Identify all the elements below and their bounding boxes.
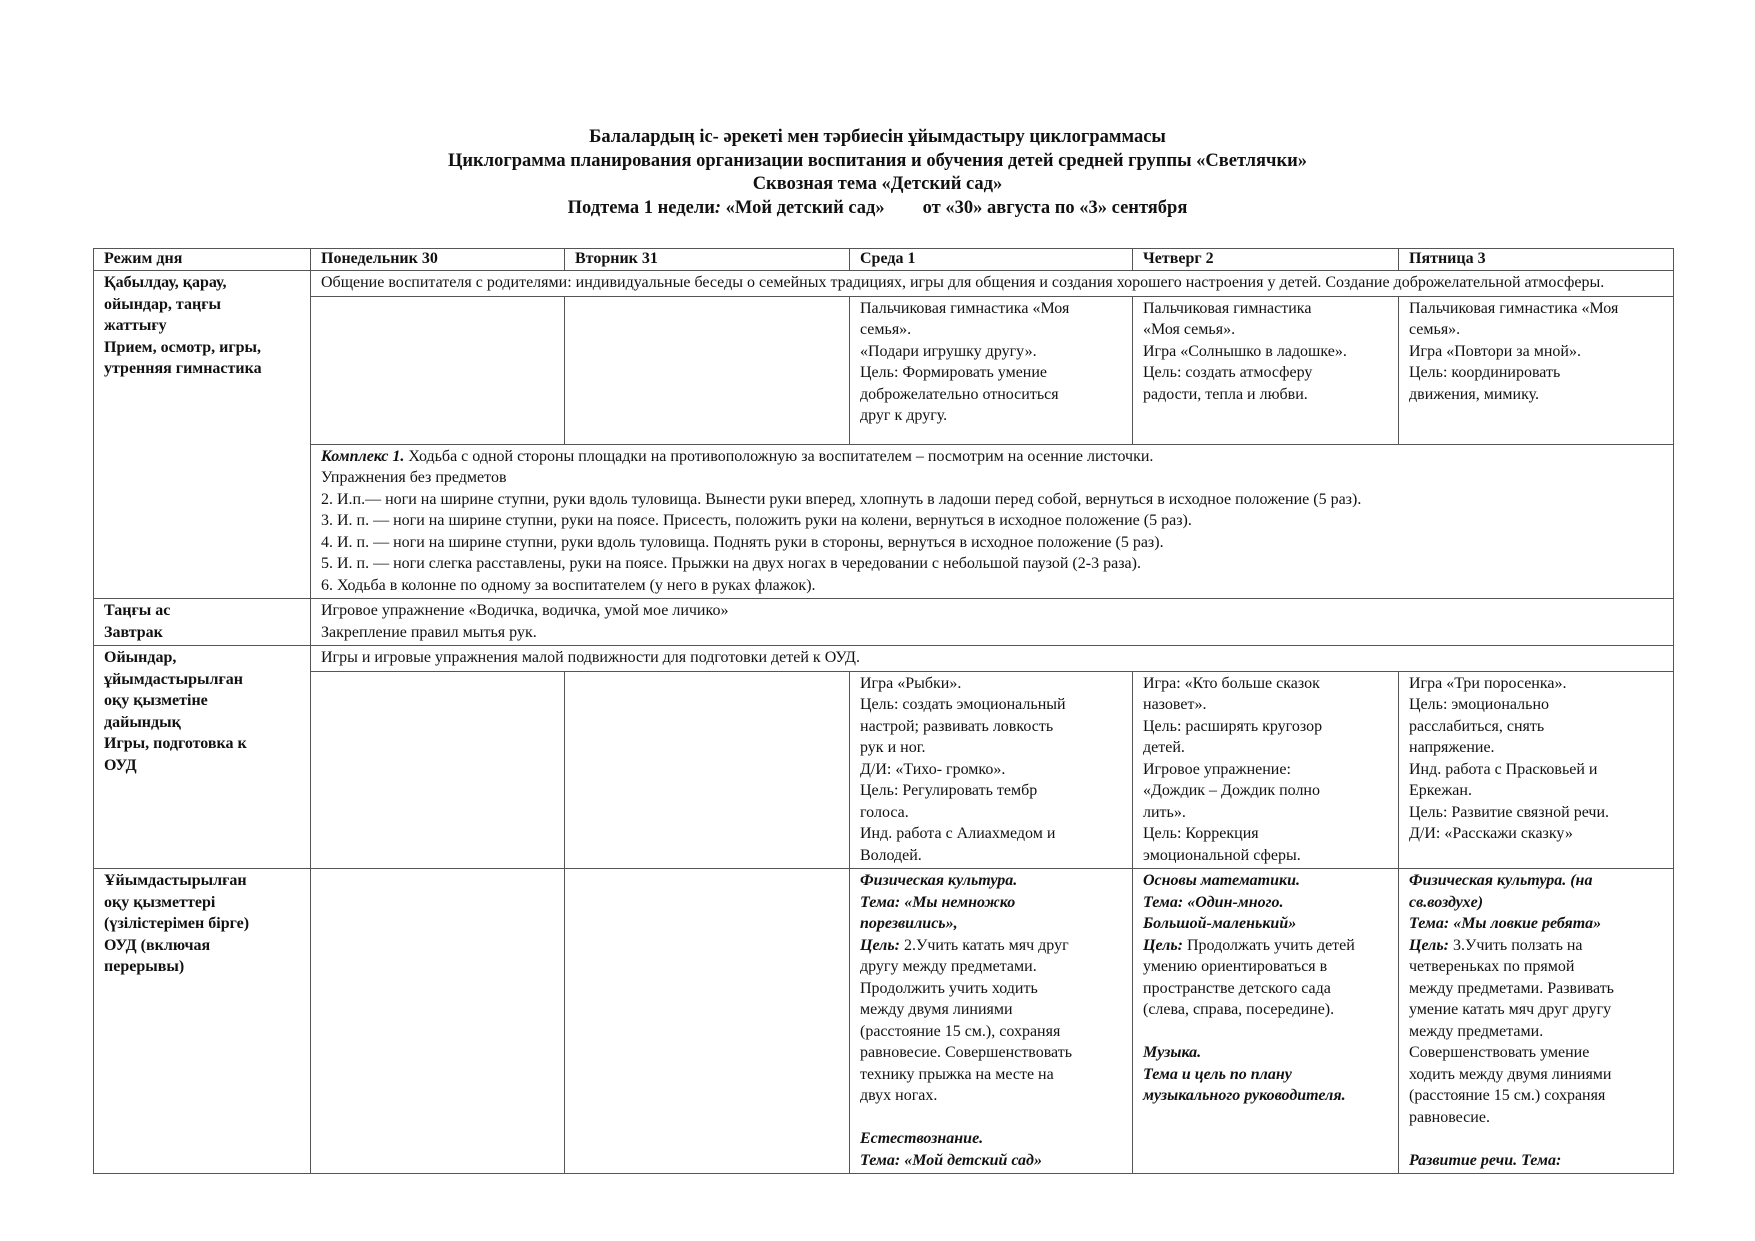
text-line: равновесие. [1409,1108,1490,1126]
title-russian: Циклограмма планирования организации воспитания и обучения детей средней группы «Светлячки» [447,150,1308,171]
label-line: дайындық [104,713,181,731]
subtheme-line [0,197,1755,221]
label-line: Прием, осмотр, игры, [104,338,261,356]
text-line: Совершенствовать умение [1409,1044,1590,1061]
subtheme-colon: : [714,197,722,218]
label-line: Ойындар, [104,649,177,666]
complex-title: Комплекс 1. [321,447,405,465]
text-line: (слева, справа, посередине). [1143,1001,1335,1018]
text-line: другу между предметами. [860,958,1037,975]
cell-morning-friday [1399,296,1674,444]
row-morning-complex [94,444,1674,599]
text-line: Инд. работа с Прасковьей и [1409,760,1598,778]
text-line: семья». [1409,321,1461,338]
text-line: Д/И: «Расскажи сказку» [1409,825,1573,842]
cell-oud-wednesday [850,869,1133,1174]
text-line: Еркежан. [1409,782,1472,799]
text-line: движения, мимику. [1409,385,1540,403]
goal-label: Цель: [1143,936,1183,954]
subject-title: Основы математики. [1143,872,1300,889]
text-line: голоса. [860,803,909,821]
text-line: расслабиться, снять [1409,717,1545,735]
label-line: жаттығу [104,317,167,334]
row-morning-days [94,296,1674,444]
text-line: Цель: Формировать умение [860,364,1048,381]
col-header-thursday: Четверг 2 [1133,249,1399,271]
header-row [94,249,1674,271]
goal-line [860,935,1122,957]
label-games [94,646,311,869]
cell-oud-tuesday [565,869,850,1174]
cell-oud-thursday [1133,869,1399,1174]
text-line: друг к другу. [860,407,948,424]
text-line: Игра: «Кто больше сказок [1143,674,1320,692]
theme-title: Сквозная тема «Детский сад» [752,174,1003,194]
label-line: ұйымдастырылған [104,670,244,688]
label-line: оқу қызметіне [104,692,208,709]
theme-line: Тема: «Мы немножко [860,893,1016,911]
goal-text: Продолжать учить детей [1183,936,1355,954]
goal-text: 3.Учить ползать на [1449,936,1583,954]
text-line: рук и ног. [860,739,926,756]
col-header-wednesday: Среда 1 [850,249,1133,271]
cell-games-wednesday [850,671,1133,869]
col-header-monday: Понедельник 30 [311,249,565,271]
text-line: доброжелательно относиться [860,385,1059,403]
label-line: Ұйымдастырылған [104,872,247,889]
subtheme-label: Подтема 1 недели [567,197,715,218]
text-line: (расстояние 15 см.) сохраняя [1409,1087,1606,1104]
text-line: Пальчиковая гимнастика [1143,299,1312,317]
text-line: равновесие. Совершенствовать [860,1044,1073,1061]
document-header [0,126,1755,220]
label-line: Игры, подготовка к [104,735,247,752]
text-line: Цель: Коррекция [1143,825,1259,842]
label-breakfast [94,599,311,646]
text-line: Упражнения без предметов [321,469,507,486]
text-line: Цель: Развитие связной речи. [1409,803,1610,821]
text-line: «Дождик – Дождик полно [1143,782,1320,799]
text-line: Ходьба с одной стороны площадки на противоположную за воспитателем – посмотрим на осенние листочки. [408,447,1154,465]
col-header-friday: Пятница 3 [1399,249,1674,271]
label-line: ойындар, таңғы [104,295,221,313]
cell-morning-thursday [1133,296,1399,444]
text-line: Игра «Три поросенка». [1409,674,1567,692]
label-oud [94,869,311,1174]
text-line: 5. И. п. — ноги слегка расставлены, руки на поясе. Прыжки на двух ногах в чередовании с небольшой паузой (2-3 раза). [321,555,1141,572]
text-line: умению ориентироваться в [1143,958,1328,975]
text-line: двух ногах. [860,1087,938,1104]
text-line: Цель: Регулировать тембр [860,782,1038,799]
goal-line [1143,935,1388,957]
label-morning [94,271,311,599]
text-line: Цель: эмоционально [1409,696,1550,713]
label-line: Завтрак [104,623,163,641]
text-line: Игровое упражнение: [1143,760,1291,778]
text-line: «Моя семья». [1143,321,1236,338]
theme-line: Тема: «Мы ловкие ребята» [1409,915,1602,932]
col-header-regime: Режим дня [94,249,311,271]
text-line: Цель: расширять кругозор [1143,717,1323,735]
subject-title: св.воздухе) [1409,893,1484,911]
label-line: оқу қызметтері [104,893,216,911]
theme-line: порезвились», [860,915,958,932]
text-line: Цель: создать эмоциональный [860,696,1066,713]
label-line: перерывы) [104,958,185,975]
goal-text: 2.Учить катать мяч друг [900,936,1069,954]
goal-line [1409,935,1663,957]
text-line: настрой; развивать ловкость [860,717,1054,735]
text-line: между двумя линиями [860,1001,1013,1018]
subject-title: Музыка. [1143,1044,1202,1061]
text-line: 2. И.п.— ноги на ширине ступни, руки вдоль туловища. Вынести руки вперед, хлопнуть в ладоши перед собой, вернуться в исходное положение (5 раз). [321,490,1362,508]
text-line: 3. И. п. — ноги на ширине ступни, руки на поясе. Присесть, положить руки на колени, вернуться в исходное положение (5 раз). [321,512,1192,529]
text-line: «Подари игрушку другу». [860,342,1037,360]
text-line: 4. И. п. — ноги на ширине ступни, руки вдоль туловища. Поднять руки в стороны, вернуться в исходное положение (5 раз). [321,533,1164,551]
text-line: лить». [1143,803,1186,821]
text-line: ходить между двумя линиями [1409,1065,1612,1083]
text-line: четвереньках по прямой [1409,958,1575,975]
schedule-table [93,248,1674,1174]
title-kazakh: Балалардың іс- әрекеті мен тәрбиесін ұйымдастыру циклограммасы [589,127,1166,147]
cell-games-thursday [1133,671,1399,869]
text-line: радости, тепла и любви. [1143,385,1308,403]
subject-title: Развитие речи. Тема: [1409,1151,1562,1169]
theme-line: Большой-маленький» [1143,915,1297,932]
text-line: Закрепление правил мытья рук. [321,623,537,641]
text-line: между предметами. Развивать [1409,979,1614,997]
games-common-text: Игры и игровые упражнения малой подвижности для подготовки детей к ОУД. [311,646,1674,672]
goal-label: Цель: [860,936,900,954]
text-line: умение катать мяч друг другу [1409,1001,1612,1018]
cell-games-monday [311,671,565,869]
label-line: ОУД (включая [104,936,211,954]
text-line: между предметами. [1409,1022,1544,1040]
row-games-common [94,646,1674,672]
label-line: Қабылдау, қарау, [104,274,227,291]
cell-morning-tuesday [565,296,850,444]
row-oud [94,869,1674,1174]
text-line: Цель: создать атмосферу [1143,364,1313,381]
row-breakfast [94,599,1674,646]
subject-title: Физическая культура. [860,872,1018,889]
text-line: Игра «Повтори за мной». [1409,342,1581,360]
cell-morning-wednesday [850,296,1133,444]
label-line: Таңғы ас [104,602,171,619]
text-line: Игра «Солнышко в ладошке». [1143,342,1347,360]
cell-oud-monday [311,869,565,1174]
text-line: технику прыжка на месте на [860,1065,1054,1083]
morning-complex [311,444,1674,599]
morning-common-text: Общение воспитателя с родителями: индивидуальные беседы о семейных традициях, игры для общения и создания хорошего настроения у детей. Создание доброжелательной атмосферы. [311,271,1674,297]
label-line: ОУД [104,756,137,774]
text-line: семья». [860,321,912,338]
label-line: (үзілістерімен бірге) [104,915,250,932]
text-line: детей. [1143,739,1185,756]
cell-games-friday [1399,671,1674,869]
text-line: Инд. работа с Алиахмедом и [860,825,1056,842]
subtheme-dates: от «30» августа по «3» сентября [922,197,1188,218]
subtheme-name: «Мой детский сад» [725,197,885,218]
text-line: назовет». [1143,696,1207,713]
label-line: утренняя гимнастика [104,360,262,377]
complex-first-line [321,446,1663,468]
text-line: Пальчиковая гимнастика «Моя [1409,299,1619,317]
text-line: Цель: координировать [1409,364,1561,381]
text-line: Володей. [860,846,922,864]
theme-line: Тема и цель по плану [1143,1065,1292,1083]
breakfast-text [311,599,1674,646]
cell-games-tuesday [565,671,850,869]
text-line: 6. Ходьба в колонне по одному за воспитателем (у него в руках флажок). [321,576,816,594]
subject-title: Естествознание. [860,1130,984,1147]
cell-morning-monday [311,296,565,444]
theme-line: Тема: «Мой детский сад» [860,1151,1042,1169]
col-header-tuesday: Вторник 31 [565,249,850,271]
row-morning-common [94,271,1674,297]
text-line: Пальчиковая гимнастика «Моя [860,299,1070,317]
text-line: пространстве детского сада [1143,979,1331,997]
text-line: эмоциональной сферы. [1143,846,1301,864]
theme-line: музыкального руководителя. [1143,1087,1346,1104]
text-line: Игровое упражнение «Водичка, водичка, умой мое личико» [321,602,729,619]
goal-label: Цель: [1409,936,1449,954]
text-line: (расстояние 15 см.), сохраняя [860,1022,1061,1040]
text-line: напряжение. [1409,739,1495,756]
theme-line: Тема: «Один-много. [1143,893,1284,911]
subject-title: Физическая культура. (на [1409,872,1593,889]
row-games-days [94,671,1674,869]
cell-oud-friday [1399,869,1674,1174]
text-line: Игра «Рыбки». [860,674,962,692]
text-line: Продолжить учить ходить [860,979,1038,997]
text-line: Д/И: «Тихо- громко». [860,760,1006,778]
